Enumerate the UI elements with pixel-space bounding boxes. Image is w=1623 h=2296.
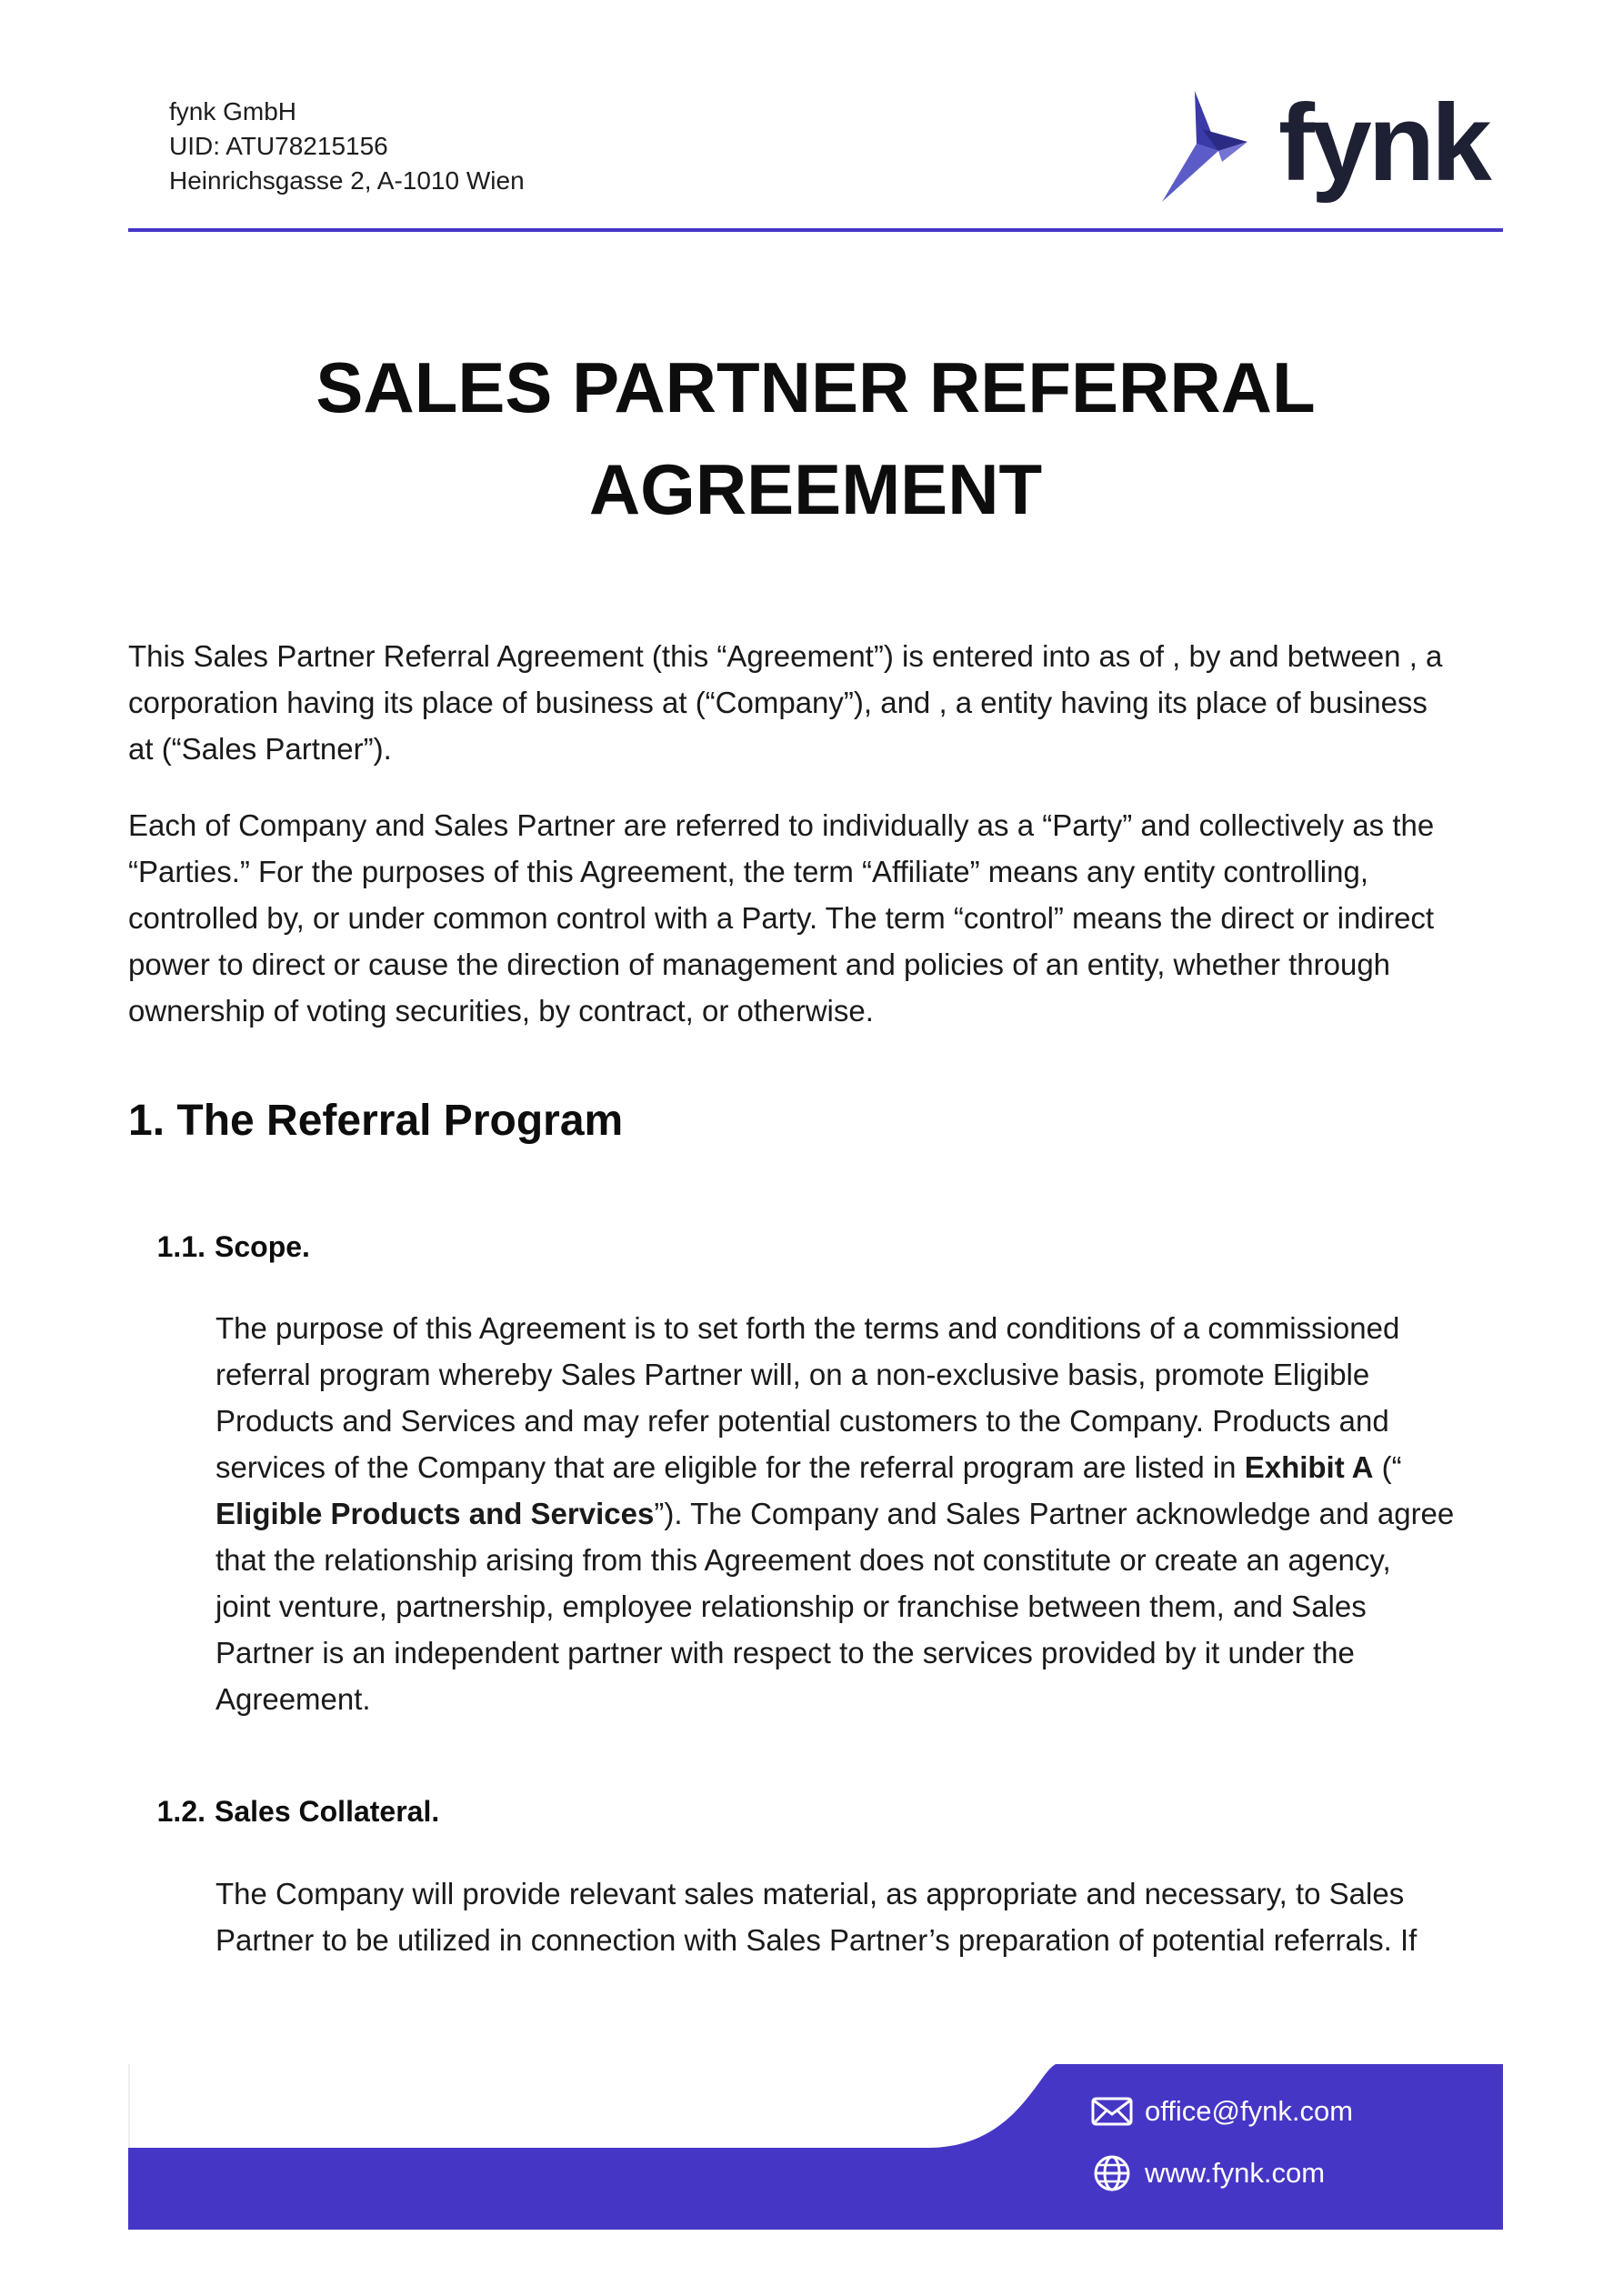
scope-line: joint venture, partnership, employee relationship or franchise between them, and Sales [215,1589,1367,1623]
fynk-logo [1162,82,1488,205]
footer-email-link[interactable] [1090,2093,1353,2130]
subsection-title: Sales Collateral. [215,1795,440,1828]
footer-banner [128,2064,1503,2230]
definitions-line: Each of Company and Sales Partner are referred to individually as a “Party” and collectively as the [128,808,1435,842]
subsection-title: Scope. [215,1230,310,1263]
title-line-1: SALES PARTNER REFERRAL [316,347,1316,427]
scope-text: ”). The Company and Sales Partner acknowledge and agree [654,1497,1455,1530]
subsection-number: 1.2. [156,1795,205,1828]
header-divider [128,228,1503,232]
company-uid: UID: ATU78215156 [169,132,388,160]
scope-line: The purpose of this Agreement is to set forth the terms and conditions of a commissioned [215,1311,1400,1345]
title-line-2: AGREEMENT [588,449,1043,529]
logo-wordmark: fynk [1278,82,1488,204]
scope-line [215,1444,1454,1490]
definitions-line: power to direct or cause the direction of management and policies of an entity, whether through [128,947,1391,981]
scope-text: services of the Company that are eligible for the referral program are listed in [215,1450,1245,1484]
subsection-number: 1.1. [156,1230,205,1263]
bird-logo-icon [1162,91,1280,205]
definitions-line: ownership of voting securities, by contract, or otherwise. [128,994,874,1028]
scope-line [215,1490,1454,1537]
envelope-icon [1090,2093,1134,2130]
scope-paragraph [215,1305,1454,1722]
scope-line: that the relationship arising from this Agreement does not constitute or create an agency, [215,1543,1391,1577]
footer-website-text: www.fynk.com [1145,2157,1326,2189]
scope-line: Products and Services and may refer potential customers to the Company. Products and [215,1404,1389,1438]
collateral-line: Partner to be utilized in connection with Sales Partner’s preparation of potential referrals. If [215,1923,1418,1957]
definitions-line: controlled by, or under common control with a Party. The term “control” means the direct or indirect [128,901,1435,935]
scope-line: referral program whereby Sales Partner will, on a non-exclusive basis, promote Eligible [215,1358,1370,1391]
footer-email-text: office@fynk.com [1145,2095,1354,2127]
sales-collateral-paragraph [215,1870,1417,1963]
company-info [169,95,525,198]
scope-line: Partner is an independent partner with respect to the services provided by it under the [215,1636,1355,1669]
footer-website-link[interactable] [1090,2155,1325,2191]
section-heading: 1. The Referral Program [128,1097,624,1145]
subsection-heading-scope [147,1230,310,1264]
scope-text: (“ [1373,1450,1402,1484]
intro-paragraph [128,633,1442,772]
globe-icon [1090,2155,1134,2191]
subsection-heading-sales-collateral [147,1795,439,1829]
company-address: Heinrichsgasse 2, A-1010 Wien [169,166,525,195]
defined-term: Eligible Products and Services [215,1497,655,1530]
definitions-paragraph [128,802,1434,1034]
document-title [128,336,1503,540]
intro-line: at (“Sales Partner”). [128,732,392,766]
company-name: fynk GmbH [169,97,297,125]
definitions-line: “Parties.” For the purposes of this Agreement, the term “Affiliate” means any entity controlling, [128,855,1369,888]
scope-line: Agreement. [215,1682,371,1716]
intro-line: corporation having its place of business at (“Company”), and , a entity having its place of business [128,686,1428,719]
intro-line: This Sales Partner Referral Agreement (this “Agreement”) is entered into as of , by and between , a [128,639,1443,673]
collateral-line: The Company will provide relevant sales material, as appropriate and necessary, to Sales [215,1877,1405,1910]
exhibit-reference: Exhibit A [1244,1450,1374,1484]
page-footer [128,2064,1503,2230]
